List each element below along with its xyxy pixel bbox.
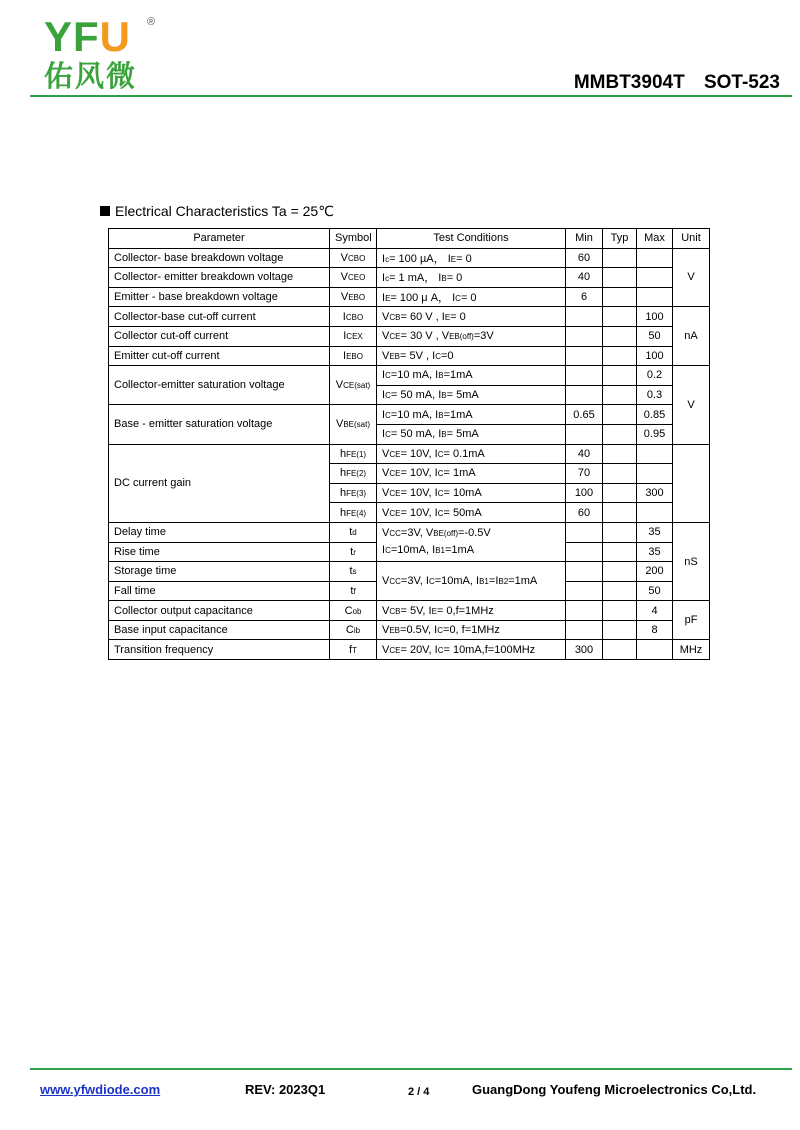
test-condition-cell: VCC=3V, VBE(off)=-0.5V IC=10mA, IB1=1mA	[377, 522, 566, 561]
min-cell: 60	[566, 248, 603, 268]
table-row	[109, 620, 710, 640]
symbol-cell: hFE(4)	[330, 503, 377, 523]
table-row	[109, 444, 710, 464]
min-cell	[566, 562, 603, 582]
min-cell	[566, 522, 603, 542]
parameter-cell: Rise time	[109, 542, 330, 562]
unit-cell: pF	[673, 601, 710, 640]
test-condition-cell: VCE= 20V, IC= 10mA,f=100MHz	[377, 640, 566, 660]
max-cell: 100	[637, 346, 673, 366]
parameter-cell: Base input capacitance	[109, 620, 330, 640]
test-condition-cell: VCC=3V, IC=10mA, IB1=IB2=1mA	[377, 562, 566, 601]
max-cell: 300	[637, 483, 673, 503]
revision: REV: 2023Q1	[245, 1082, 326, 1097]
max-cell: 0.85	[637, 405, 673, 425]
typ-cell	[603, 601, 637, 621]
typ-cell	[603, 444, 637, 464]
typ-cell	[603, 522, 637, 542]
max-cell	[637, 444, 673, 464]
table-row	[109, 366, 710, 386]
min-cell	[566, 581, 603, 601]
symbol-cell: IEBO	[330, 346, 377, 366]
typ-cell	[603, 581, 637, 601]
max-cell: 35	[637, 522, 673, 542]
table-row	[109, 601, 710, 621]
min-cell: 60	[566, 503, 603, 523]
test-condition-cell: VCE= 10V, IC= 10mA	[377, 483, 566, 503]
typ-cell	[603, 464, 637, 484]
parameter-cell: Collector-emitter saturation voltage	[109, 366, 330, 405]
parameter-cell: Emitter - base breakdown voltage	[109, 287, 330, 307]
typ-cell	[603, 385, 637, 405]
symbol-cell: hFE(2)	[330, 464, 377, 484]
max-cell	[637, 248, 673, 268]
unit-cell: nS	[673, 522, 710, 600]
bullet-square-icon	[100, 206, 110, 216]
footer-rule	[30, 1068, 792, 1070]
parameter-cell: Collector- emitter breakdown voltage	[109, 268, 330, 288]
header-test-conditions: Test Conditions	[377, 229, 566, 249]
typ-cell	[603, 640, 637, 660]
symbol-cell: ICEX	[330, 326, 377, 346]
min-cell	[566, 326, 603, 346]
min-cell	[566, 366, 603, 386]
min-cell: 0.65	[566, 405, 603, 425]
table-row	[109, 326, 710, 346]
min-cell	[566, 424, 603, 444]
max-cell: 0.95	[637, 424, 673, 444]
test-condition-cell: VCE= 30 V , VEB(off)=3V	[377, 326, 566, 346]
symbol-cell: ts	[330, 562, 377, 582]
parameter-cell: Base - emitter saturation voltage	[109, 405, 330, 444]
table-row	[109, 405, 710, 425]
company-name: GuangDong Youfeng Microelectronics Co,Ltd.	[472, 1082, 757, 1097]
min-cell	[566, 601, 603, 621]
table-header-row	[109, 229, 710, 249]
header-symbol: Symbol	[330, 229, 377, 249]
test-condition-cell: VCE= 10V, IC= 1mA	[377, 464, 566, 484]
parameter-cell: Storage time	[109, 562, 330, 582]
min-cell	[566, 385, 603, 405]
typ-cell	[603, 620, 637, 640]
test-condition-cell: IC=10 mA, IB=1mA	[377, 366, 566, 386]
min-cell: 70	[566, 464, 603, 484]
unit-cell: MHz	[673, 640, 710, 660]
symbol-cell: hFE(3)	[330, 483, 377, 503]
header-max: Max	[637, 229, 673, 249]
min-cell: 6	[566, 287, 603, 307]
min-cell: 300	[566, 640, 603, 660]
max-cell: 35	[637, 542, 673, 562]
typ-cell	[603, 248, 637, 268]
typ-cell	[603, 326, 637, 346]
parameter-cell: Collector output capacitance	[109, 601, 330, 621]
max-cell	[637, 640, 673, 660]
logo-chinese-name: 佑风微	[44, 59, 138, 93]
symbol-cell: VCBO	[330, 248, 377, 268]
logo-wordmark: YFU	[44, 13, 132, 60]
unit-cell: V	[673, 248, 710, 307]
min-cell	[566, 542, 603, 562]
typ-cell	[603, 307, 637, 327]
parameter-cell: Collector- base breakdown voltage	[109, 248, 330, 268]
parameter-cell: Delay time	[109, 522, 330, 542]
max-cell: 0.2	[637, 366, 673, 386]
parameter-cell: Emitter cut-off current	[109, 346, 330, 366]
part-title: MMBT3904T SOT-523	[573, 72, 780, 93]
electrical-characteristics-table	[108, 228, 710, 660]
table-row	[109, 522, 710, 542]
typ-cell	[603, 483, 637, 503]
symbol-cell: tf	[330, 581, 377, 601]
typ-cell	[603, 562, 637, 582]
section-title: Electrical Characteristics Ta = 25℃	[100, 203, 334, 220]
typ-cell	[603, 542, 637, 562]
table-row	[109, 346, 710, 366]
typ-cell	[603, 268, 637, 288]
typ-cell	[603, 503, 637, 523]
unit-cell: nA	[673, 307, 710, 366]
test-condition-cell: VCE= 10V, IC= 0.1mA	[377, 444, 566, 464]
company-logo	[44, 13, 164, 96]
test-condition-cell: Ic= 1 mA， IB= 0	[377, 268, 566, 288]
symbol-cell: td	[330, 522, 377, 542]
max-cell: 200	[637, 562, 673, 582]
unit-cell: V	[673, 366, 710, 444]
unit-cell	[673, 444, 710, 522]
symbol-cell: hFE(1)	[330, 444, 377, 464]
test-condition-cell: VCE= 10V, IC= 50mA	[377, 503, 566, 523]
test-condition-cell: Ic= 100 µA， IE= 0	[377, 248, 566, 268]
max-cell	[637, 464, 673, 484]
test-condition-cell: VCB= 5V, IE= 0,f=1MHz	[377, 601, 566, 621]
typ-cell	[603, 424, 637, 444]
typ-cell	[603, 405, 637, 425]
header-parameter: Parameter	[109, 229, 330, 249]
test-condition-cell: IC= 50 mA, IB= 5mA	[377, 424, 566, 444]
header-min: Min	[566, 229, 603, 249]
max-cell	[637, 268, 673, 288]
typ-cell	[603, 346, 637, 366]
table-row	[109, 562, 710, 582]
max-cell: 8	[637, 620, 673, 640]
symbol-cell: Cob	[330, 601, 377, 621]
min-cell: 40	[566, 268, 603, 288]
max-cell: 0.3	[637, 385, 673, 405]
page-number: 2 / 4	[408, 1086, 430, 1098]
max-cell	[637, 503, 673, 523]
table-row	[109, 248, 710, 268]
test-condition-cell: IC=10 mA, IB=1mA	[377, 405, 566, 425]
typ-cell	[603, 287, 637, 307]
min-cell	[566, 620, 603, 640]
test-condition-cell: VEB=0.5V, IC=0, f=1MHz	[377, 620, 566, 640]
header-rule	[30, 95, 792, 97]
typ-cell	[603, 366, 637, 386]
test-condition-cell: IC= 50 mA, IB= 5mA	[377, 385, 566, 405]
test-condition-cell: VCB= 60 V , IE= 0	[377, 307, 566, 327]
max-cell: 4	[637, 601, 673, 621]
table-row	[109, 287, 710, 307]
symbol-cell: fT	[330, 640, 377, 660]
parameter-cell: Collector-base cut-off current	[109, 307, 330, 327]
table-row	[109, 307, 710, 327]
test-condition-cell: IE= 100 μ A， IC= 0	[377, 287, 566, 307]
symbol-cell: Cib	[330, 620, 377, 640]
symbol-cell: VCEO	[330, 268, 377, 288]
max-cell: 50	[637, 581, 673, 601]
symbol-cell: VBE(sat)	[330, 405, 377, 444]
max-cell: 50	[637, 326, 673, 346]
parameter-cell: DC current gain	[109, 444, 330, 522]
parameter-cell: Transition frequency	[109, 640, 330, 660]
table-row	[109, 640, 710, 660]
max-cell	[637, 287, 673, 307]
symbol-cell: tr	[330, 542, 377, 562]
symbol-cell: ICBO	[330, 307, 377, 327]
min-cell: 100	[566, 483, 603, 503]
min-cell: 40	[566, 444, 603, 464]
header-typ: Typ	[603, 229, 637, 249]
min-cell	[566, 307, 603, 327]
symbol-cell: VCE(sat)	[330, 366, 377, 405]
registered-mark: ®	[147, 16, 156, 28]
header-unit: Unit	[673, 229, 710, 249]
parameter-cell: Collector cut-off current	[109, 326, 330, 346]
parameter-cell: Fall time	[109, 581, 330, 601]
min-cell	[566, 346, 603, 366]
test-condition-cell: VEB= 5V , IC=0	[377, 346, 566, 366]
table-row	[109, 268, 710, 288]
max-cell: 100	[637, 307, 673, 327]
website-link[interactable]: www.yfwdiode.com	[40, 1082, 161, 1097]
symbol-cell: VEBO	[330, 287, 377, 307]
